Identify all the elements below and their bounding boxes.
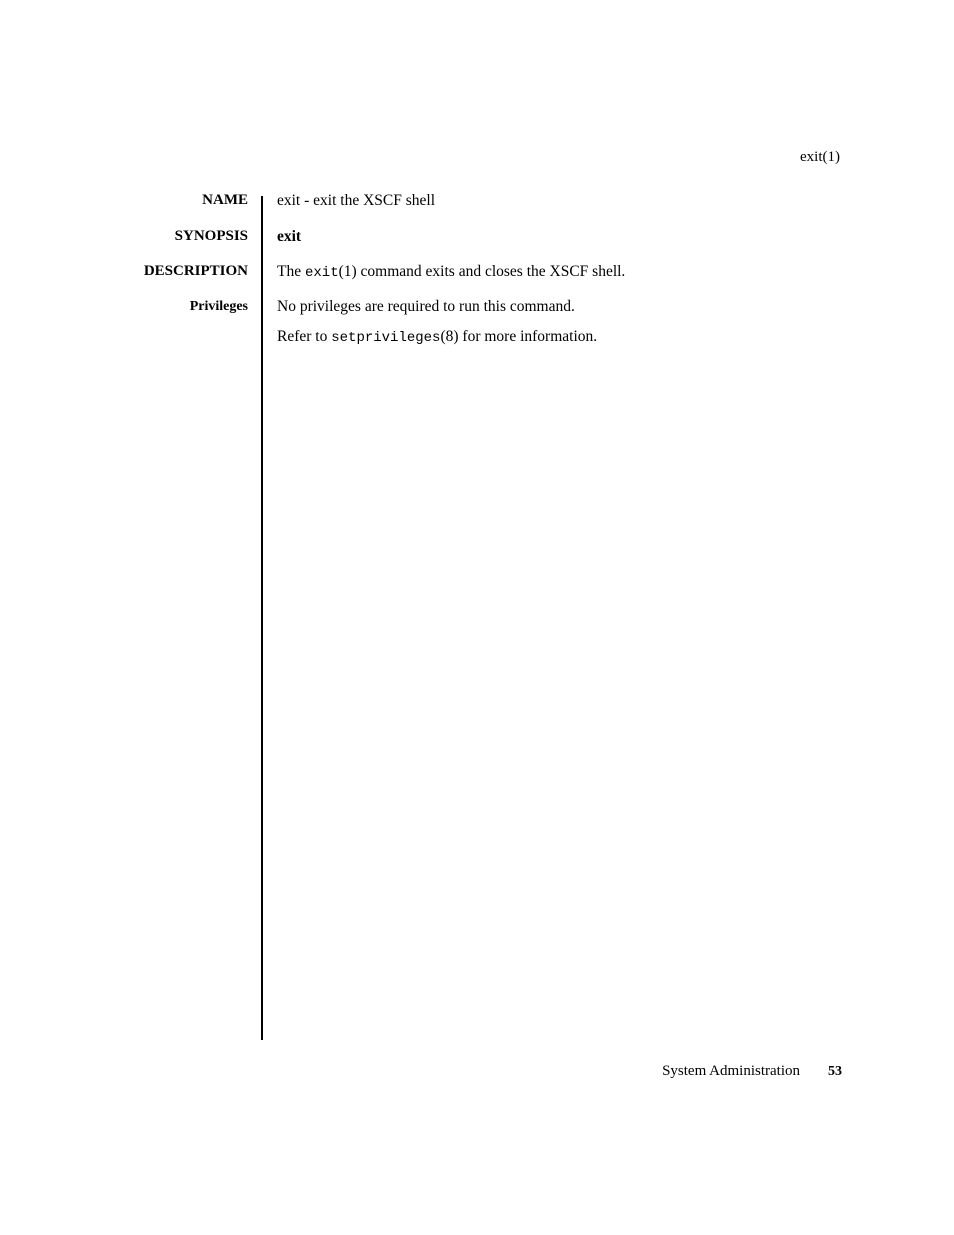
privileges-line1: No privileges are required to run this command.	[277, 298, 575, 315]
privileges-line2-suffix: (8) for more information.	[440, 328, 598, 345]
synopsis-command: exit	[277, 228, 302, 245]
description-text	[277, 263, 625, 281]
description-prefix: The	[277, 263, 305, 280]
description-command: exit	[304, 265, 339, 281]
description-suffix: (1) command exits and closes the XSCF shell.	[338, 263, 626, 280]
privileges-line2-prefix: Refer to	[277, 328, 332, 345]
section-rule	[261, 196, 263, 1040]
privileges-line2	[277, 328, 597, 346]
name-text: exit - exit the XSCF shell	[277, 192, 436, 209]
privileges-label: Privileges	[189, 299, 248, 314]
page-number: 53	[828, 1064, 842, 1079]
running-head: exit(1)	[800, 149, 840, 165]
synopsis-label: SYNOPSIS	[174, 228, 248, 244]
description-label: DESCRIPTION	[143, 263, 248, 279]
footer-title: System Administration	[662, 1063, 800, 1079]
name-label: NAME	[202, 192, 248, 208]
privileges-line2-command: setprivileges	[331, 330, 441, 346]
